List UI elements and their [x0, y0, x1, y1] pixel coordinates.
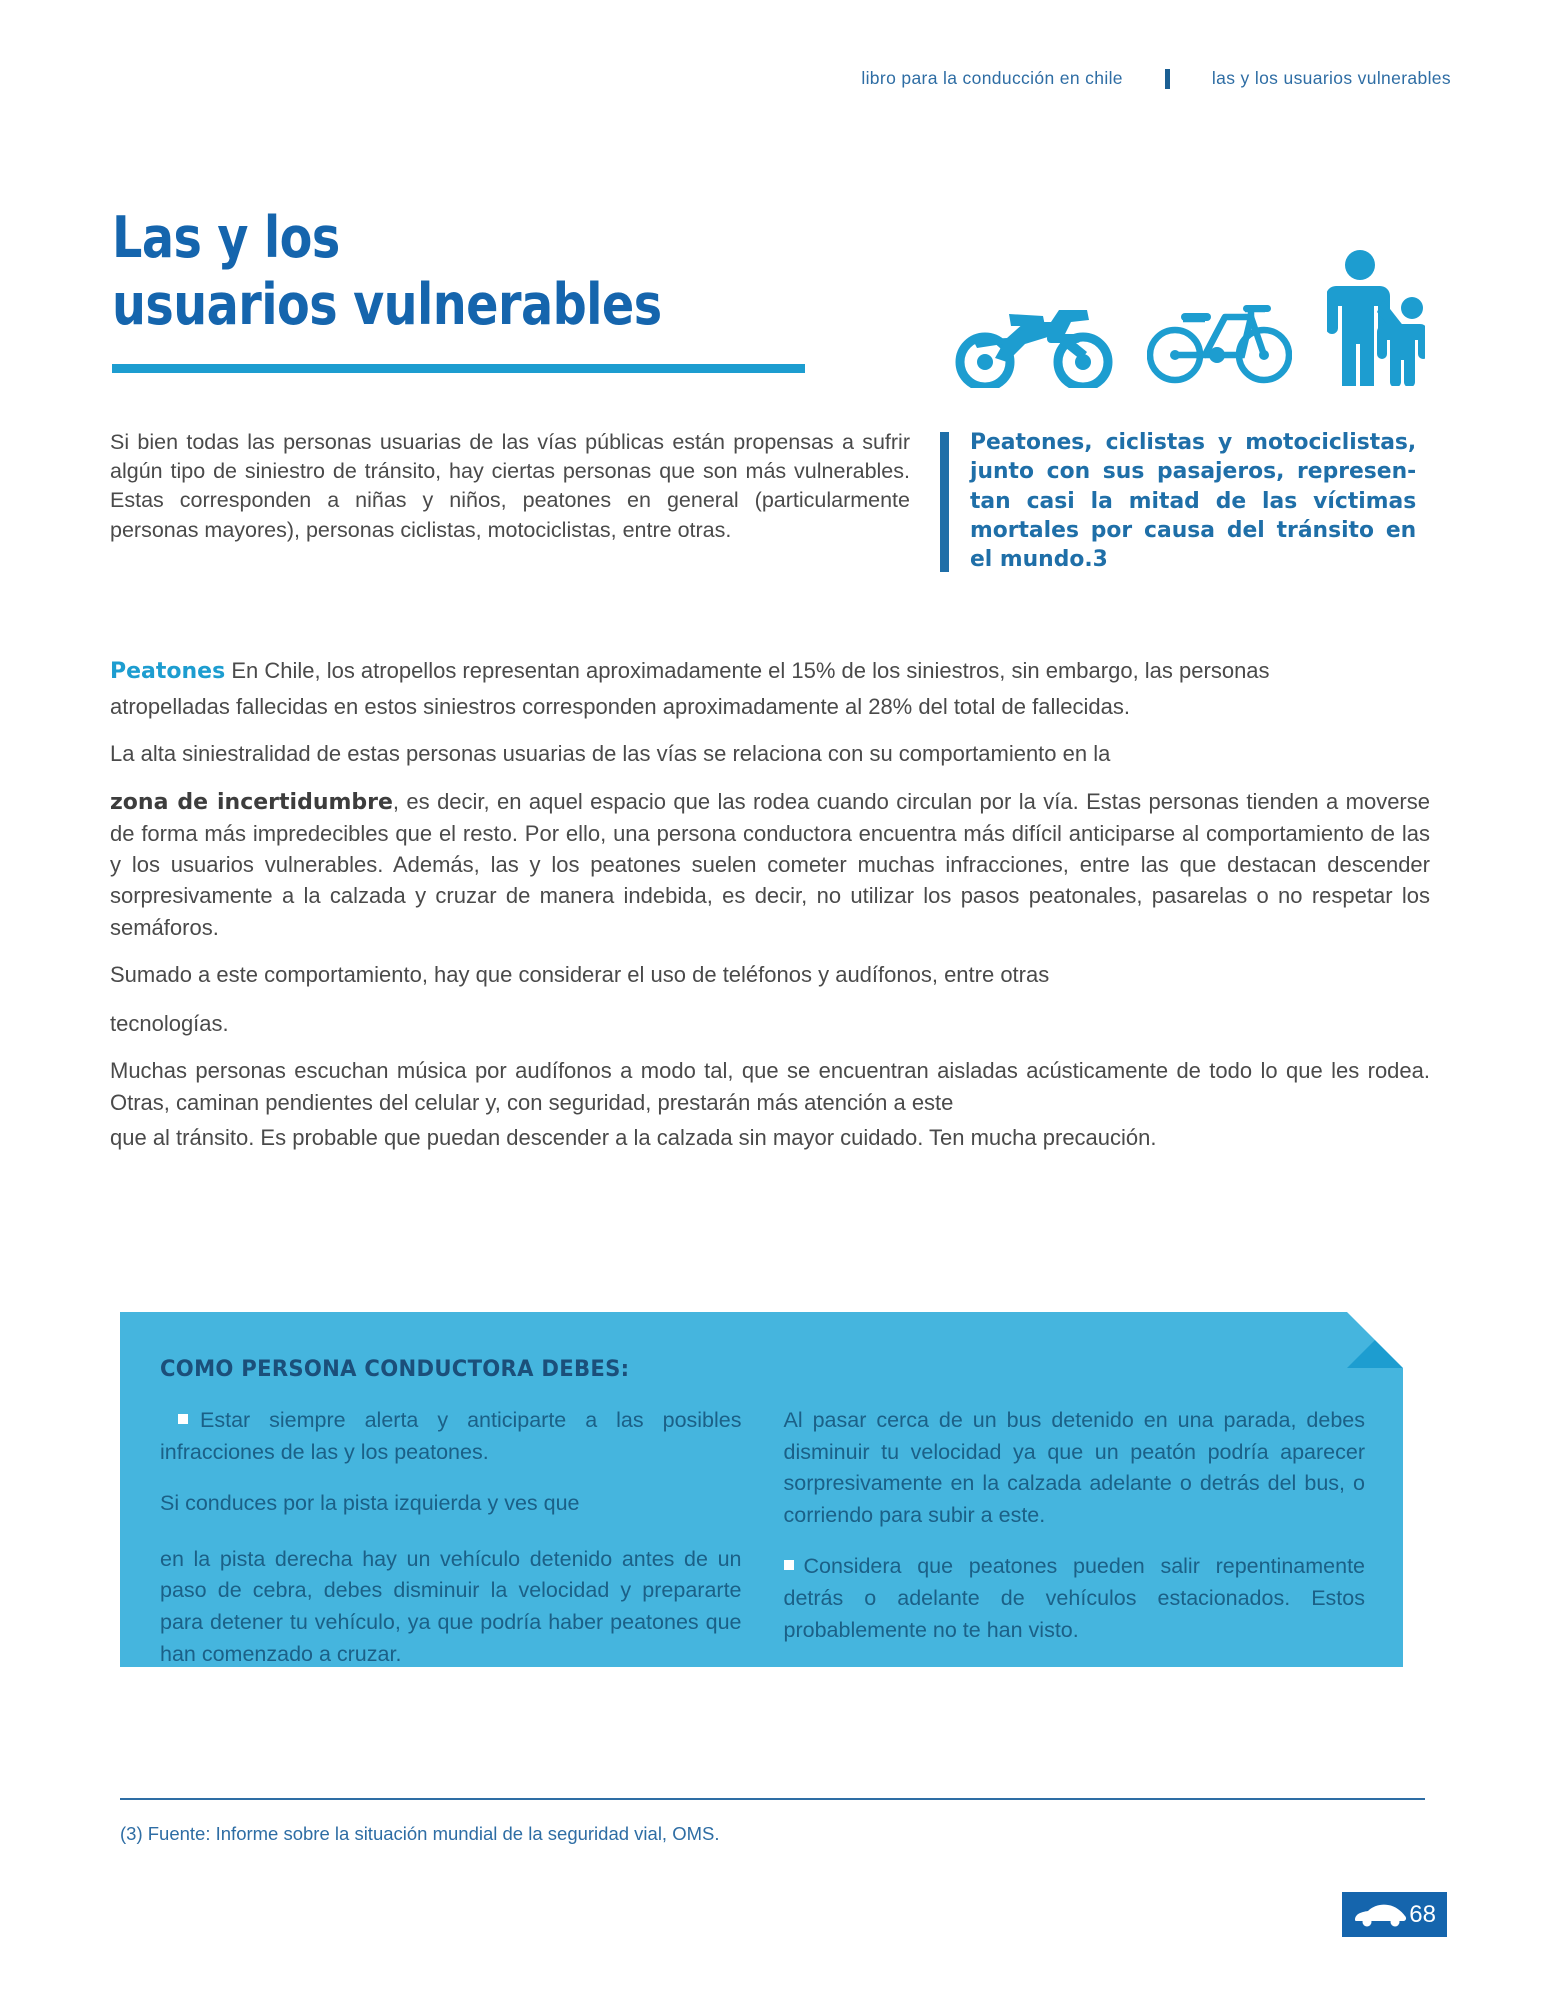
square-bullet-icon [178, 1414, 188, 1424]
advice-item [784, 1405, 1366, 1531]
body-paragraph-4-continuation: tecnologías. [110, 1011, 229, 1037]
running-header [0, 63, 1545, 93]
advice-column-left [160, 1405, 742, 1690]
running-header-right: las y los usuarios vulnerables [1211, 67, 1451, 88]
title-block [112, 205, 832, 373]
car-icon [1352, 1902, 1408, 1933]
body-paragraph-3-rest: , es decir, en aquel espacio que las rodea cuando circulan por la vía. Estas personas tienden a moverse de forma más impredecibles que el resto. Por ello, una persona conductora encuentra más difícil anticiparse al comportamiento de las y los usuarios vulnerables. Además, las y los peatones suelen cometer muchas infracciones, entre las que destacan descender sorpresivamente a la calzada y cruzar de manera indebida, es decir, no utilizar los pasos peatonales, pasarelas o no respetar los semáforos. [110, 788, 1430, 940]
advice-columns [160, 1405, 1365, 1690]
body-paragraph-3 [110, 786, 1430, 943]
advice-item [160, 1488, 742, 1520]
advice-item-text: Estar siempre alerta y anticiparte a las posibles infracciones de las y los peatones. [160, 1408, 742, 1464]
running-header-separator [1165, 69, 1170, 89]
advice-item [784, 1551, 1366, 1646]
running-header-left: libro para la conducción en chile [861, 67, 1123, 88]
body-paragraph-5: Muchas personas escuchan música por audífonos a modo tal, que se encuentran aisladas acústicamente de todo lo que les rodea. Otras, caminan pendientes del celular y, con seguridad, prestarán más atención a este [110, 1058, 1430, 1115]
body-paragraph-2: La alta siniestralidad de estas personas usuarias de las vías se relaciona con su comportamiento en la [110, 741, 1111, 767]
advice-item-text: Si conduces por la pista izquierda y ves que [160, 1491, 580, 1516]
advice-item-text: Considera que peatones pueden salir repentinamente detrás o adelante de vehículos estacionados. Estos probablemente no te han visto. [783, 1554, 1365, 1642]
page-title-line1: Las y los [112, 205, 340, 271]
body-paragraph-4: Sumado a este comportamiento, hay que considerar el uso de teléfonos y audífonos, entre otras [110, 961, 1050, 987]
body-paragraph-1-continuation: atropelladas fallecidas en estos siniestros corresponden aproximadamente al 28% del total de fallecidas. [110, 694, 1130, 720]
advice-item-text: Al pasar cerca de un bus detenido en una parada, debes disminuir tu velocidad ya que un peatón podría aparecer sorpresivamente en la calzada adelante o detrás del bus, o corriendo para subir a este. [783, 1408, 1365, 1527]
advice-column-right [784, 1405, 1366, 1690]
keyword-zona-incertidumbre: zona de incertidumbre [110, 789, 393, 815]
title-underline-rule [112, 364, 805, 373]
intro-paragraph: Si bien todas las personas usuarias de las vías públicas están propensas a sufrir algún tipo de siniestro de tránsito, hay ciertas personas que son más vulnerables. Estas corresponden a niñas y niños, peatones en general (particularmente personas mayores), personas ciclistas, motociclistas, entre otras. [110, 430, 910, 542]
advice-box [120, 1312, 1403, 1667]
body-paragraph-5-continuation: que al tránsito. Es probable que puedan descender a la calzada sin mayor cuidado. Ten mucha precaución. [110, 1124, 1157, 1150]
pullquote-text: Peatones, ciclistas y motociclistas, junto con sus pasajeros, represen- tan casi la mitad de las víctimas mortales por causa del tránsito en el mundo.3 [970, 429, 1417, 572]
advice-box-heading: COMO PERSONA CONDUCTORA DEBES: [160, 1356, 630, 1382]
page-number-badge [1342, 1892, 1447, 1937]
bicycle-icon [1147, 291, 1292, 386]
square-bullet-icon [784, 1560, 794, 1570]
advice-item [160, 1544, 742, 1670]
page-title [112, 205, 782, 338]
body-copy [110, 655, 1430, 1169]
body-paragraph-1 [110, 655, 1430, 687]
footnote-text: (3) Fuente: Informe sobre la situación mundial de la seguridad vial, OMS. [120, 1823, 720, 1844]
vulnerable-users-icon-strip [955, 248, 1425, 388]
pedestrians-icon [1327, 248, 1425, 386]
advice-box-fold-corner [1347, 1312, 1403, 1368]
page-number: 68 [1409, 1900, 1436, 1928]
footnote-divider [120, 1798, 1425, 1800]
advice-item-text: en la pista derecha hay un vehículo detenido antes de un paso de cebra, debes disminuir la velocidad y prepararte para detener tu vehículo, ya que podría haber peatones que han comenzado a cruzar. [160, 1546, 742, 1666]
pullquote-block [940, 428, 1430, 574]
motorcycle-icon [955, 300, 1115, 388]
keyword-peatones: Peatones [110, 659, 226, 684]
page-title-line2: usuarios vulnerables [112, 271, 662, 338]
body-paragraph-1-rest: En Chile, los atropellos representan aproximadamente el 15% de los siniestros, sin embargo, las personas [225, 658, 1270, 683]
advice-item [160, 1405, 742, 1468]
